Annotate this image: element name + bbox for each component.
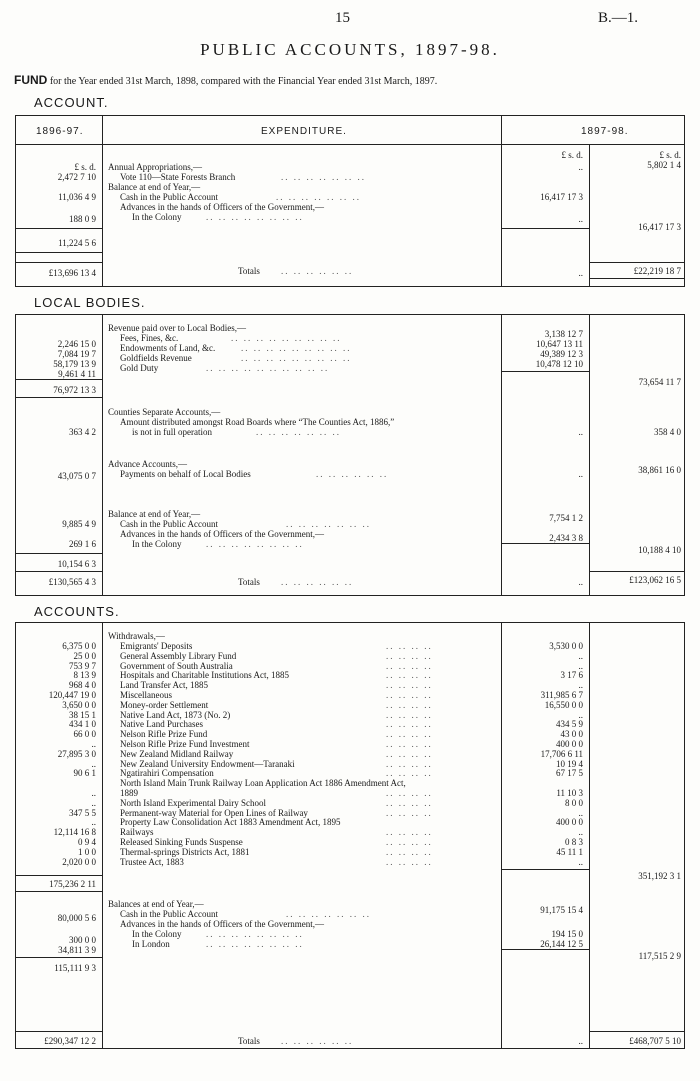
table-row [16, 857, 684, 867]
t3-bal-colony-prev: 300 0 0 [69, 935, 96, 945]
withdrawal-prev: 66 0 0 [73, 729, 96, 740]
table-row [16, 651, 684, 661]
local-bodies-table: Revenue paid over to Local Bodies,— 2,246 15 0 Fees, Fines, &c. .. .. .. .. .. .. .. .. .. 3,138 12 7 7,084 19 7 Endowments of Land, &c. .. .. .. .. .. .. .. .. .. 10,647 13 11 58,179 13 9 Goldfields Revenue .. .. .. .. .. .. .. .. .. 49,389 12 3 9,461 4 11 Gold Duty .. .. .. .. .. .. .. .. .. .. 10,478 12 10 76,972 13 3 73,654 11 7 Counties Separate Accounts,— Amount distributed amongst Road Boards where “The Counties Act, 1886,” is not in full operation .. .. .. .. .. .. .. 363 4 2 .. 358 4 0 Advance Accounts,— Payments on behalf of Local Bodies .. .. .. .. .. .. 43,075 0 7 .. 38,861 16 0 Balance at end of Year,— Cash in the Public Account .. .. .. .. .. .. .. 9,885 4 9 7,754 1 2 Advances in the hands of Officers of the Government,— In the Colony .. .. .. .. .. .. .. .. 269 1 6 2,434 3 8 10,188 4 10 10,154 6 3 £130,565 4 3 Totals .. .. .. .. .. .. .. £123,062 16 5 [15, 314, 685, 596]
t2-bal-colony-prev: 269 1 6 [69, 539, 96, 549]
withdrawal-prev: .. [91, 788, 96, 798]
leader-dots: .. .. .. .. [386, 827, 433, 838]
t2-adv-label: Payments on behalf of Local Bodies [120, 469, 251, 479]
fund-text: for the Year ended 31st March, 1898, compared with the Financial Year ended 31st March, 1897. [49, 76, 438, 87]
withdrawal-c1: 43 0 0 [560, 729, 583, 740]
leader-dots: .. .. .. .. [386, 650, 433, 661]
table-row [16, 680, 684, 690]
leader-dots: .. .. .. .. [386, 797, 433, 808]
t3-total-c1: .. [578, 1036, 583, 1046]
t1-prev-appropriations: 2,472 7 10 [57, 172, 96, 182]
withdrawal-prev: 968 4 0 [69, 680, 96, 691]
t2-c1-goldfields: 49,389 12 3 [540, 349, 583, 359]
table-row [16, 778, 684, 788]
t2-totals-label: Totals [238, 577, 260, 587]
withdrawal-label: Native Land Act, 1873 (No. 2) [120, 709, 231, 720]
t2-label-goldfields: Goldfields Revenue [120, 353, 192, 363]
leader-dots: .. .. .. .. [386, 788, 433, 798]
withdrawal-prev: 27,895 3 0 [57, 748, 96, 759]
t3-wd-total-cur: 351,192 3 1 [638, 871, 681, 881]
t1-c2-vote: 5,802 1 4 [647, 160, 681, 170]
withdrawal-c1: .. [578, 827, 583, 838]
withdrawal-c1: .. [578, 650, 583, 661]
withdrawal-c1: .. [578, 680, 583, 691]
table-row [16, 749, 684, 759]
t1-label-advances: Advances in the hands of Officers of the Government,— [120, 202, 325, 212]
t2-rev-total-prev: 76,972 13 3 [53, 385, 96, 395]
leader-dots: .. .. .. .. [386, 748, 433, 759]
t2-adv-head: Advance Accounts,— [108, 459, 187, 469]
t2-bal-total-prev: 10,154 6 3 [57, 559, 96, 569]
t1-c2-balance: 16,417 17 3 [638, 222, 681, 232]
t1-label-colony: In the Colony [132, 212, 182, 222]
t1-label-balance: Balance at end of Year,— [108, 182, 201, 192]
withdrawal-prev: .. [91, 739, 96, 749]
withdrawal-label: Trustee Act, 1883 [120, 856, 184, 867]
t2-bal-head: Balance at end of Year,— [108, 509, 201, 519]
t2-bal-colony: In the Colony [132, 539, 182, 549]
t2-c1-endowments: 10,647 13 11 [536, 339, 583, 349]
leader-dots: .. .. .. .. [386, 680, 433, 691]
leader-dots: .. .. .. .. [386, 846, 433, 857]
withdrawal-c1: 311,985 6 7 [540, 690, 583, 700]
leader-dots: .. .. .. .. [386, 837, 433, 847]
t3-bal-cash-prev: 80,000 5 6 [57, 913, 96, 923]
t1-prev-cash: 11,036 4 9 [58, 192, 96, 202]
document-reference: B.—1. [597, 10, 638, 26]
withdrawal-prev: 8 13 9 [73, 670, 96, 681]
withdrawal-prev: 6,375 0 0 [62, 641, 96, 651]
section-heading-account: ACCOUNT. [34, 95, 109, 110]
t2-counties-c2: 358 4 0 [654, 427, 681, 437]
withdrawal-c1: 45 11 1 [556, 846, 583, 857]
t1-c1-cash: 16,417 17 3 [540, 192, 583, 202]
withdrawal-prev: 2,020 0 0 [62, 856, 96, 867]
withdrawal-label: Thermal-springs Districts Act, 1881 [120, 846, 250, 857]
withdrawal-prev: 3,650 0 0 [62, 699, 96, 710]
table-row [16, 719, 684, 729]
withdrawal-c1: 8 0 0 [565, 797, 583, 808]
fund-word: FUND [14, 73, 48, 87]
table-row [16, 798, 684, 808]
t1-total-c2: £22,219 18 7 [633, 266, 681, 276]
leader-dots: .. .. .. .. [386, 709, 433, 720]
withdrawal-label: Permanent-way Material for Open Lines of Railway [120, 807, 308, 818]
t3-bal-london-prev: 34,811 3 9 [58, 945, 96, 955]
t2-bal-total-cur: 10,188 4 10 [638, 545, 681, 555]
withdrawal-prev: 38 15 1 [69, 709, 96, 720]
withdrawal-label: Railways [120, 827, 154, 838]
t2-bal-cash-c1: 7,754 1 2 [549, 513, 583, 523]
t3-bal-cash-c1: 91,175 15 4 [540, 905, 583, 915]
t2-counties-prev: 363 4 2 [69, 427, 96, 437]
withdrawal-label: New Zealand Midland Railway [120, 748, 234, 759]
withdrawal-c1: .. [578, 856, 583, 867]
t3-head-withdrawals: Withdrawals,— [108, 631, 165, 641]
withdrawal-c1: 400 0 0 [556, 739, 583, 749]
table-row [16, 729, 684, 739]
t1-prev-colony: 188 0 9 [69, 214, 96, 224]
withdrawal-c1: 3,530 0 0 [549, 641, 583, 651]
t3-total-prev: £290,347 12 2 [44, 1036, 96, 1046]
leader-dots: .. .. .. .. [386, 641, 433, 651]
t3-bal-adv: Advances in the hands of Officers of the Government,— [120, 919, 325, 929]
t1-totals-label: Totals [238, 266, 260, 276]
t2-total-c1: .. [578, 577, 583, 587]
section-heading-local-bodies: LOCAL BODIES. [34, 295, 146, 310]
withdrawal-c1: 0 8 3 [565, 837, 583, 847]
leader-dots: .. .. .. .. [386, 690, 433, 700]
leader-dots: .. .. .. .. [386, 670, 433, 681]
table-row [16, 817, 684, 827]
withdrawal-label: 1889 [120, 788, 138, 798]
leader-dots: .. .. .. .. [386, 807, 433, 818]
withdrawal-label: Emigrants' Deposits [120, 641, 193, 651]
withdrawal-c1: 17,706 6 11 [540, 748, 583, 759]
section-heading-accounts: ACCOUNTS. [34, 604, 120, 619]
table-row [16, 690, 684, 700]
table-row [16, 808, 684, 818]
t3-wd-total-prev: 175,236 2 11 [49, 879, 96, 889]
leader-dots: .. .. .. .. [386, 739, 433, 749]
t2-label-fees: Fees, Fines, &c. [120, 333, 179, 343]
t2-counties-l2: is not in full operation [132, 427, 212, 437]
withdrawal-prev: 25 0 0 [73, 650, 96, 661]
withdrawal-label: Property Law Consolidation Act 1883 Amendment Act, 1895 [120, 817, 341, 828]
withdrawal-c1: .. [578, 807, 583, 818]
leader-dots: .. .. .. .. [386, 758, 433, 769]
withdrawal-c1: .. [578, 660, 583, 671]
withdrawal-c1: 3 17 6 [560, 670, 583, 681]
t3-bal-total-cur: 117,515 2 9 [638, 951, 681, 961]
lsd-cur2: £ s. d. [659, 150, 681, 160]
t2-counties-c1: .. [578, 427, 583, 437]
withdrawal-label: Money-order Settlement [120, 699, 209, 710]
t1-subtotal-prev: 11,224 5 6 [58, 238, 96, 248]
withdrawal-label: General Assembly Library Fund [120, 650, 237, 661]
t2-c1-goldduty: 10,478 12 10 [535, 359, 583, 369]
table-row [16, 710, 684, 720]
withdrawal-label: Nelson Rifle Prize Fund [120, 729, 208, 740]
t3-bal-head: Balances at end of Year,— [108, 899, 204, 909]
t2-bal-adv: Advances in the hands of Officers of the Government,— [120, 529, 325, 539]
withdrawal-prev: .. [91, 758, 96, 769]
account-table: 1896-97. EXPENDITURE. 1897-98. £ s. d. £ s. d. £ s. d. 2,472 7 10 Annual Appropriations,— Vote 110—State Forests Branch .. .. .. .. .. .. .. .. 5,802 1 4 Balance at end of Year,— 11,036 4 9 Cash in the Public Account .. .. .. .. .. .. .. 16,417 17 3 Advances in the hands of Officers of the Government,— 188 0 9 In the Colony .. .. .. .. .. .. .. .. .. 16,417 17 3 11,224 5 6 £13,696 13 4 Totals .. .. .. .. .. .. .. £22,219 18 7 [15, 115, 685, 287]
t3-bal-colony: In the Colony [132, 929, 182, 939]
t2-counties-head: Counties Separate Accounts,— [108, 407, 221, 417]
withdrawal-label: Nelson Rifle Prize Fund Investment [120, 739, 250, 749]
t2-prev-goldduty: 9,461 4 11 [58, 369, 96, 379]
withdrawal-label: Land Transfer Act, 1885 [120, 680, 208, 691]
t2-prev-goldfields: 58,179 13 9 [53, 359, 96, 369]
t1-label-appropriations: Annual Appropriations,— [108, 162, 202, 172]
table-row [16, 670, 684, 680]
header-expenditure: EXPENDITURE. [261, 126, 347, 137]
leader-dots: .. .. .. .. [386, 729, 433, 740]
lsd-cur1: £ s. d. [561, 150, 583, 160]
page-title: PUBLIC ACCOUNTS, 1897-98. [200, 40, 500, 59]
withdrawal-c1: 434 5 9 [556, 719, 583, 730]
t3-bal-cash: Cash in the Public Account [120, 909, 218, 919]
page-number: 15 [335, 10, 350, 26]
withdrawal-label: North Island Main Trunk Railway Loan Application Act 1886 Amendment Act, [120, 778, 406, 789]
withdrawal-prev: 347 5 5 [69, 807, 96, 818]
t1-label-cash: Cash in the Public Account [120, 192, 218, 202]
withdrawal-label: Government of South Australia [120, 660, 233, 671]
withdrawal-label: Hospitals and Charitable Institutions Act, 1885 [120, 670, 289, 681]
withdrawal-prev: 753 9 7 [69, 660, 96, 671]
withdrawal-c1: .. [578, 709, 583, 720]
leader-dots: .. .. .. .. [386, 660, 433, 671]
t2-total-prev: £130,565 4 3 [48, 577, 96, 587]
t2-adv-prev: 43,075 0 7 [57, 471, 96, 481]
table-row [16, 661, 684, 671]
withdrawal-c1: 67 17 5 [556, 768, 583, 779]
withdrawal-label: Miscellaneous [120, 690, 172, 700]
withdrawal-label: Ngatirahiri Compensation [120, 768, 214, 779]
header-prev-year: 1896-97. [36, 126, 84, 137]
withdrawal-prev: 1 0 0 [78, 846, 96, 857]
withdrawal-label: North Island Experimental Dairy School [120, 797, 266, 808]
t2-counties-l1: Amount distributed amongst Road Boards where “The Counties Act, 1886,” [120, 417, 395, 427]
t3-totals-label: Totals [238, 1036, 260, 1046]
t2-adv-c2: 38,861 16 0 [638, 465, 681, 475]
t3-total-c2: £468,707 5 10 [629, 1036, 681, 1046]
t1-label-vote: Vote 110—State Forests Branch [120, 172, 236, 182]
t2-total-c2: £123,062 16 5 [629, 575, 681, 585]
t1-c1-colony: .. [578, 214, 583, 224]
t2-bal-cash-prev: 9,885 4 9 [62, 519, 96, 529]
withdrawal-prev: .. [91, 817, 96, 828]
t2-label-endowments: Endowments of Land, &c. [120, 343, 216, 353]
lsd-prev: £ s. d. [74, 162, 96, 172]
leader-dots: .. .. .. .. [386, 768, 433, 779]
withdrawal-label: New Zealand University Endowment—Taranaki [120, 758, 295, 769]
t2-head-revenue: Revenue paid over to Local Bodies,— [108, 323, 246, 333]
withdrawal-prev: 434 1 0 [69, 719, 96, 730]
table-row [16, 788, 684, 798]
t3-bal-colony-c1: 194 15 0 [551, 929, 583, 939]
withdrawal-prev: 90 6 1 [73, 768, 96, 779]
t1-c1-vote: .. [578, 162, 583, 172]
withdrawal-label: Released Sinking Funds Suspense [120, 837, 243, 847]
table-row [16, 700, 684, 710]
t2-bal-cash: Cash in the Public Account [120, 519, 218, 529]
t2-prev-fees: 2,246 15 0 [57, 339, 96, 349]
t3-bal-london: In London [132, 939, 170, 949]
t2-label-goldduty: Gold Duty [120, 363, 159, 373]
t2-bal-colony-c1: 2,434 3 8 [549, 533, 583, 543]
withdrawal-c1: 400 0 0 [556, 817, 583, 828]
table-row [16, 837, 684, 847]
t1-total-c1: .. [578, 268, 583, 278]
table-row [16, 768, 684, 778]
withdrawal-label: Native Land Purchases [120, 719, 203, 730]
t3-bal-london-c1: 26,144 12 5 [540, 939, 583, 949]
accounts-table: Withdrawals,— 6,375 0 0 Emigrants' Deposits .. .. .. .. 3,530 0 0 25 0 0 General Assembly Library Fund .. .. .. .. .. 753 9 7 Government of South Australia .. .. .. .. .. 8 13 9 Hospitals and Charitable Institutions Act, 1885 .. .. .. .. 3 17 6 968 4 0 Land Transfer Act, 1885 .. .. .. .. .. 120,447 19 0 Miscellaneous .. .. .. .. 311,985 6 7 3,650 0 0 Money-order Settlement .. .. .. .. 16,550 0 0 38 15 1 Native Land Act, 1873 (No. 2) .. .. .. .. .. 434 1 0 Native Land Purchases .. .. .. .. 434 5 9 66 0 0 Nelson Rifle Prize Fund .. .. .. .. 43 0 0 .. Nelson Rifle Prize Fund Investment .. .. .. .. 400 0 0 27,895 3 0 New Zealand Midland Railway .. .. .. .. 17,706 6 11 .. New Zealand University Endowment—Taranaki .. .. .. .. 10 19 4 90 6 1 Ngatirahiri Compensation .. .. .. .. 67 17 5 North Island Main Trunk Railway Loan Application Act 1886 Amendment Act, .. 1889 .. .. .. .. 11 10 3 .. North Island Experimental Dairy School .. .. .. .. 8 0 0 347 5 5 Permanent-way Material for Open Lines of Railway .. .. .. .. .. .. Property Law Consolidation Act 1883 Amendment Act, 1895 400 0 0 12,114 16 8 Railways .. .. .. .. .. 0 9 4 Released Sinking Funds Suspense .. .. .. .. 0 8 3 1 0 0 Thermal-springs Districts Act, 1881 .. .. .. .. 45 11 1 2,020 0 0 Trustee Act, 1883 .. .. .. .. .. 175,236 2 11 351,192 3 1 Balances at end of Year,— Cash in the Public Account .. .. .. .. .. .. .. 80,000 5 6 91,175 15 4 Advances in the hands of Officers of the Government,— In the Colony .. .. .. .. .. .. .. .. 300 0 0 194 15 0 In London .. .. .. .. .. .. .. .. 34,811 3 9 26,144 12 5 117,515 2 9 115,111 9 3 £290,347 12 2 Totals .. .. .. .. .. .. .. £468,707 5 10 [15, 622, 685, 1049]
withdrawal-c1: 11 10 3 [556, 788, 583, 798]
t2-adv-c1: .. [578, 469, 583, 479]
fund-description [14, 73, 437, 87]
table-row [16, 739, 684, 749]
t2-prev-endowments: 7,084 19 7 [57, 349, 96, 359]
t3-bal-total-prev: 115,111 9 3 [54, 963, 96, 973]
table-row [16, 759, 684, 769]
table-row [16, 641, 684, 651]
t2-rev-total-cur: 73,654 11 7 [638, 377, 681, 387]
withdrawal-prev: 120,447 19 0 [48, 690, 96, 700]
withdrawal-prev: 12,114 16 8 [53, 827, 96, 838]
leader-dots: .. .. .. .. [386, 719, 433, 730]
withdrawal-c1: 16,550 0 0 [544, 699, 583, 710]
withdrawal-prev: 0 9 4 [78, 837, 96, 847]
t1-total-prev: £13,696 13 4 [48, 268, 96, 278]
leader-dots: .. .. .. .. [386, 699, 433, 710]
withdrawal-prev: .. [91, 797, 96, 808]
withdrawal-c1: 10 19 4 [556, 758, 583, 769]
leader-dots: .. .. .. .. [386, 856, 433, 867]
table-row [16, 827, 684, 837]
table-row [16, 847, 684, 857]
header-cur-year: 1897-98. [581, 126, 629, 137]
t2-c1-fees: 3,138 12 7 [544, 329, 583, 339]
